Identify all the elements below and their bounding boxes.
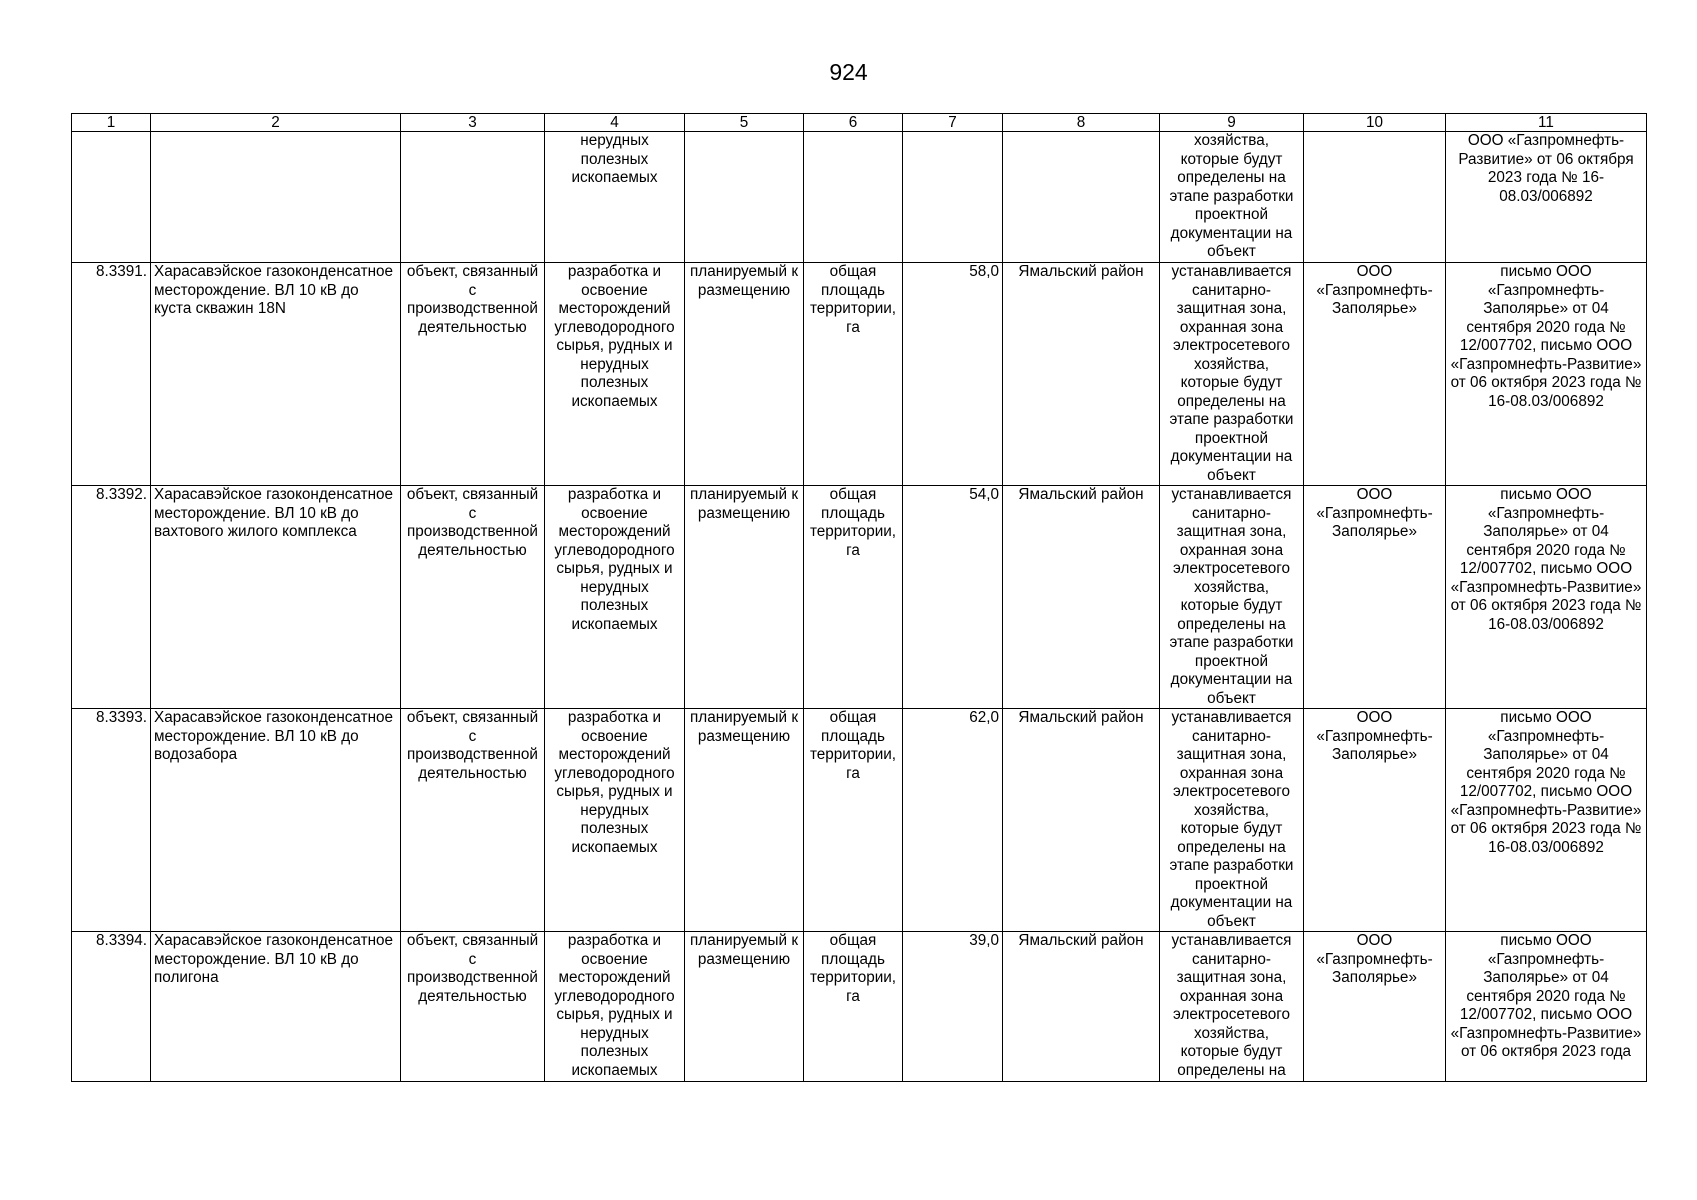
status-cell: планируемый к размещению (685, 486, 804, 709)
column-header: 1 (72, 114, 151, 132)
table-row (72, 486, 1647, 709)
object-name: Харасавэйское газоконденсатное месторождение. ВЛ 10 кВ до куста скважин 18N (151, 263, 401, 486)
column-header: 4 (545, 114, 685, 132)
location-cell: Ямальский район (1003, 932, 1160, 1082)
column-header: 8 (1003, 114, 1160, 132)
status-cell: планируемый к размещению (685, 263, 804, 486)
page-number: 924 (829, 59, 868, 85)
characteristic-cell: общая площадь территории, га (804, 932, 903, 1082)
row-number: 8.3394. (72, 932, 151, 1082)
column-header: 5 (685, 114, 804, 132)
location-cell: Ямальский район (1003, 486, 1160, 709)
location-cell: Ямальский район (1003, 709, 1160, 932)
characteristic-cell: общая площадь территории, га (804, 263, 903, 486)
object-name: Харасавэйское газоконденсатное месторождение. ВЛ 10 кВ до вахтового жилого комплекса (151, 486, 401, 709)
basis-cell: письмо ООО «Газпромнефть-Заполярье» от 04 сентября 2020 года № 12/007702, письмо ООО «Газпромнефть-Развитие» от 06 октября 2023 года (1446, 932, 1647, 1082)
object-name: Харасавэйское газоконденсатное месторождение. ВЛ 10 кВ до полигона (151, 932, 401, 1082)
registry-table (71, 113, 1647, 1082)
column-header: 6 (804, 114, 903, 132)
table-cell (903, 132, 1003, 263)
area-value: 39,0 (903, 932, 1003, 1082)
column-numbers-row (72, 114, 1647, 132)
purpose-cell: нерудных полезных ископаемых (545, 132, 685, 263)
table-cell (151, 132, 401, 263)
status-cell: планируемый к размещению (685, 932, 804, 1082)
table-cell (1003, 132, 1160, 263)
zone-cell: устанавливается санитарно-защитная зона, охранная зона электросетевого хозяйства, которые будут определены на этапе разработки проектной документации на объект (1160, 486, 1304, 709)
zone-cell: устанавливается санитарно-защитная зона, охранная зона электросетевого хозяйства, которые будут определены на этапе разработки проектной документации на объект (1160, 263, 1304, 486)
table-row (72, 709, 1647, 932)
purpose-cell: разработка и освоение месторождений углеводородного сырья, рудных и нерудных полезных ископаемых (545, 709, 685, 932)
table-row (72, 932, 1647, 1082)
object-type: объект, связанный с производственной деятельностью (401, 932, 545, 1082)
table-cell (401, 132, 545, 263)
purpose-cell: разработка и освоение месторождений углеводородного сырья, рудных и нерудных полезных ископаемых (545, 263, 685, 486)
basis-cell: письмо ООО «Газпромнефть-Заполярье» от 04 сентября 2020 года № 12/007702, письмо ООО «Газпромнефть-Развитие» от 06 октября 2023 года № 16-08.03/006892 (1446, 486, 1647, 709)
zone-cell: хозяйства, которые будут определены на этапе разработки проектной документации на объект (1160, 132, 1304, 263)
row-number: 8.3393. (72, 709, 151, 932)
characteristic-cell: общая площадь территории, га (804, 486, 903, 709)
table-cell (1304, 132, 1446, 263)
table-cell (685, 132, 804, 263)
column-header: 3 (401, 114, 545, 132)
table-row (72, 263, 1647, 486)
zone-cell: устанавливается санитарно-защитная зона, охранная зона электросетевого хозяйства, которые будут определены на этапе разработки проектной документации на объект (1160, 709, 1304, 932)
column-header: 9 (1160, 114, 1304, 132)
basis-cell: ООО «Газпромнефть-Развитие» от 06 октября 2023 года № 16-08.03/006892 (1446, 132, 1647, 263)
column-header: 10 (1304, 114, 1446, 132)
purpose-cell: разработка и освоение месторождений углеводородного сырья, рудных и нерудных полезных ископаемых (545, 932, 685, 1082)
owner-cell: ООО «Газпромнефть-Заполярье» (1304, 709, 1446, 932)
basis-cell: письмо ООО «Газпромнефть-Заполярье» от 04 сентября 2020 года № 12/007702, письмо ООО «Газпромнефть-Развитие» от 06 октября 2023 года № 16-08.03/006892 (1446, 263, 1647, 486)
owner-cell: ООО «Газпромнефть-Заполярье» (1304, 486, 1446, 709)
object-type: объект, связанный с производственной деятельностью (401, 486, 545, 709)
basis-cell: письмо ООО «Газпромнефть-Заполярье» от 04 сентября 2020 года № 12/007702, письмо ООО «Газпромнефть-Развитие» от 06 октября 2023 года № 16-08.03/006892 (1446, 709, 1647, 932)
location-cell: Ямальский район (1003, 263, 1160, 486)
row-number: 8.3391. (72, 263, 151, 486)
purpose-cell: разработка и освоение месторождений углеводородного сырья, рудных и нерудных полезных ископаемых (545, 486, 685, 709)
characteristic-cell: общая площадь территории, га (804, 709, 903, 932)
status-cell: планируемый к размещению (685, 709, 804, 932)
table-cell (72, 132, 151, 263)
column-header: 2 (151, 114, 401, 132)
column-header: 7 (903, 114, 1003, 132)
row-number: 8.3392. (72, 486, 151, 709)
column-header: 11 (1446, 114, 1647, 132)
continued-row (72, 132, 1647, 263)
object-name: Харасавэйское газоконденсатное месторождение. ВЛ 10 кВ до водозабора (151, 709, 401, 932)
table-cell (804, 132, 903, 263)
object-type: объект, связанный с производственной деятельностью (401, 709, 545, 932)
area-value: 54,0 (903, 486, 1003, 709)
area-value: 62,0 (903, 709, 1003, 932)
object-type: объект, связанный с производственной деятельностью (401, 263, 545, 486)
owner-cell: ООО «Газпромнефть-Заполярье» (1304, 263, 1446, 486)
zone-cell: устанавливается санитарно-защитная зона, охранная зона электросетевого хозяйства, которые будут определены на (1160, 932, 1304, 1082)
area-value: 58,0 (903, 263, 1003, 486)
owner-cell: ООО «Газпромнефть-Заполярье» (1304, 932, 1446, 1082)
